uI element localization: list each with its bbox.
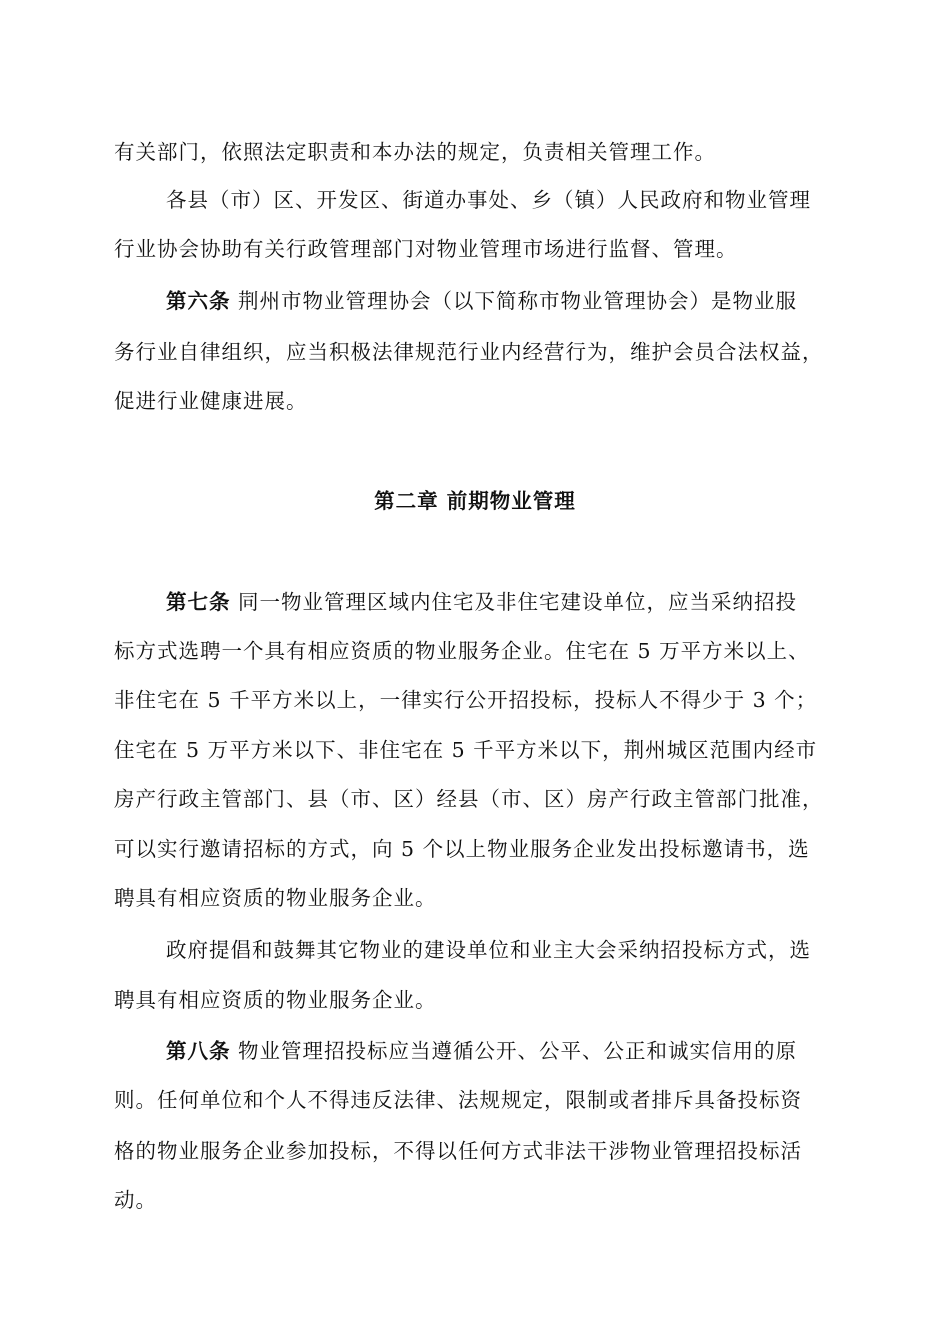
paragraph-line: 住宅在 5 万平方米以下、非住宅在 5 千平方米以下，荆州城区范围内经市 <box>114 738 818 762</box>
article-7-text: 同一物业管理区域内住宅及非住宅建设单位，应当采纳招投 <box>238 590 798 614</box>
article-8-label: 第八条 <box>166 1039 231 1063</box>
article-8-first-line <box>166 1039 797 1063</box>
paragraph-line: 则。任何单位和个人不得违反法律、法规规定，限制或者排斥具备投标资 <box>114 1088 802 1112</box>
paragraph-line: 政府提倡和鼓舞其它物业的建设单位和业主大会采纳招投标方式，选 <box>166 938 811 962</box>
paragraph-line: 聘具有相应资质的物业服务企业。 <box>114 886 437 910</box>
paragraph-line: 有关部门，依照法定职责和本办法的规定，负责相关管理工作。 <box>114 140 716 164</box>
paragraph-line: 非住宅在 5 千平方米以上，一律实行公开招投标，投标人不得少于 3 个； <box>114 688 818 712</box>
paragraph-line: 行业协会协助有关行政管理部门对物业管理市场进行监督、管理。 <box>114 237 738 261</box>
article-6-first-line <box>166 289 797 313</box>
paragraph-line: 聘具有相应资质的物业服务企业。 <box>114 988 437 1012</box>
paragraph-line: 标方式选聘一个具有相应资质的物业服务企业。住宅在 5 万平方米以上、 <box>114 639 810 663</box>
article-6-text: 荆州市物业管理协会（以下简称市物业管理协会）是物业服 <box>238 289 798 313</box>
paragraph-line: 各县（市）区、开发区、街道办事处、乡（镇）人民政府和物业管理 <box>166 188 811 212</box>
paragraph-line: 动。 <box>114 1188 157 1212</box>
article-7-label: 第七条 <box>166 590 231 614</box>
paragraph-line: 可以实行邀请招标的方式，向 5 个以上物业服务企业发出投标邀请书，选 <box>114 837 810 861</box>
article-8-text: 物业管理招投标应当遵循公开、公平、公正和诚实信用的原 <box>238 1039 798 1063</box>
paragraph-line: 房产行政主管部门、县（市、区）经县（市、区）房产行政主管部门批准， <box>114 787 824 811</box>
paragraph-line: 务行业自律组织，应当积极法律规范行业内经营行为，维护会员合法权益， <box>114 340 824 364</box>
article-7-first-line <box>166 590 797 614</box>
paragraph-line: 促进行业健康进展。 <box>114 389 308 413</box>
chapter-heading: 第二章 前期物业管理 <box>374 489 576 513</box>
article-6-label: 第六条 <box>166 289 231 313</box>
paragraph-line: 格的物业服务企业参加投标，不得以任何方式非法干涉物业管理招投标活 <box>114 1139 802 1163</box>
